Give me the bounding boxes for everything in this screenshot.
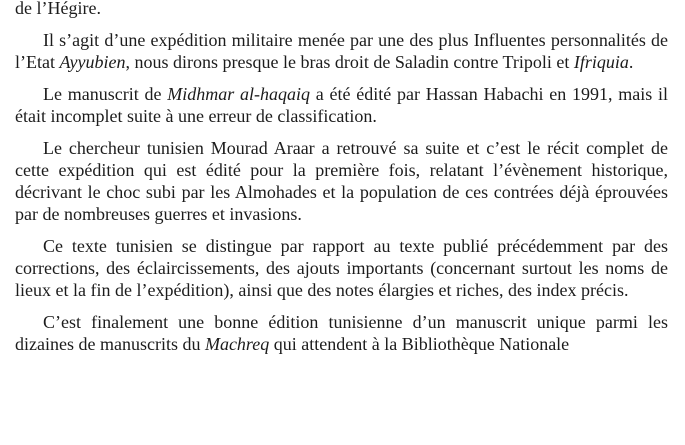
text-run: Il s’agit d’une expédition militaire menée par une des plus Influentes personnalités de l’Etat xyxy=(15,30,668,72)
text-run: qui attendent à la Bibliothèque Nationale xyxy=(269,334,570,354)
text-run: a été édité par Hassan Habachi en 1991, mais il était incomplet suite à une erreur de classification. xyxy=(15,84,669,126)
text-run: Le chercheur tunisien Mourad Araar a retrouvé sa suite et c’est le récit complet de cette expédition qui est édité pour la première fois, relatant l’évènement historique, décrivant le choc subi par les Almohades et la population de ces contrées déjà éprouvées par de nombreuses guerres et invasions. xyxy=(15,138,668,224)
text-run: , nous dirons presque le bras droit de Saladin contre Tripoli et xyxy=(125,52,574,72)
text-run: Ce texte tunisien se distingue par rapport au texte publié précédemment par des corrections, des éclaircissements, des ajouts importants (concernant surtout les noms de lieux et la fin de l’expédition), ainsi que des notes élargies et riches, des index précis. xyxy=(15,236,668,300)
paragraph-gap xyxy=(15,19,668,29)
paragraph-manuscript xyxy=(15,83,668,127)
paragraph-tunisian-text xyxy=(15,235,668,301)
italic-term: Ifriquia xyxy=(573,52,629,72)
paragraph-gap xyxy=(15,127,668,137)
paragraph-fragment xyxy=(15,0,668,19)
fragment-text: de l’Hégire. xyxy=(15,0,101,18)
text-run: C’est finalement une bonne édition tunisienne d’un manuscrit unique parmi les dizaines de manuscrits du xyxy=(15,312,668,354)
paragraph-gap xyxy=(15,73,668,83)
paragraph-gap xyxy=(15,225,668,235)
document-page xyxy=(15,0,668,355)
paragraph-expedition xyxy=(15,29,668,73)
italic-term: Machreq xyxy=(204,334,270,354)
text-run: Le manuscrit de xyxy=(43,84,168,104)
paragraph-gap xyxy=(15,301,668,311)
text-run: . xyxy=(628,52,634,72)
italic-term: Ayyubien xyxy=(59,52,126,72)
paragraph-researcher xyxy=(15,137,668,225)
italic-title: Midhmar al-haqaiq xyxy=(167,84,311,104)
paragraph-edition xyxy=(15,311,668,355)
